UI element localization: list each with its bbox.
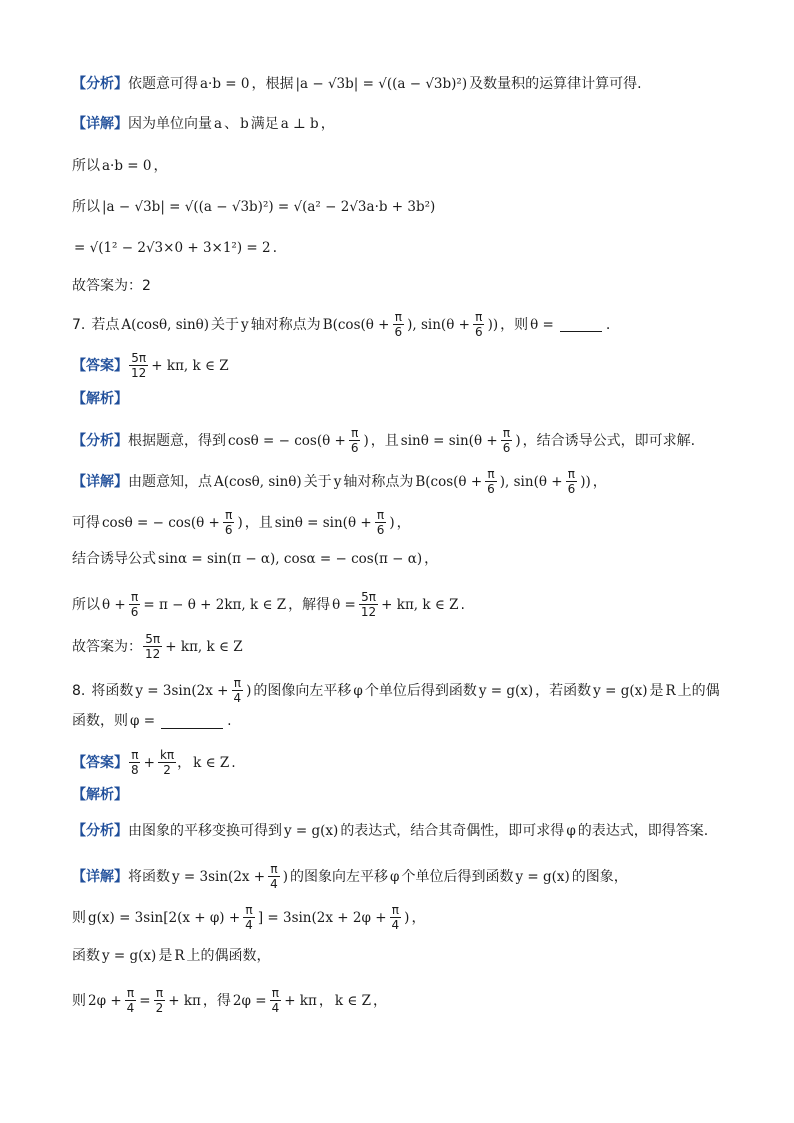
formula: b <box>240 116 249 132</box>
analysis-line-q8 <box>72 821 708 841</box>
text: ，根据 <box>251 76 294 92</box>
step-line <box>72 238 277 258</box>
formula: |a − √3b| = √((a − √3b)²) <box>295 76 468 92</box>
text: 的图像向左平移 <box>253 682 352 699</box>
text: ， <box>373 992 387 1009</box>
formula: y = g(x) <box>284 823 339 839</box>
analysis-line-q7 <box>72 426 695 455</box>
denominator: 6 <box>502 441 511 455</box>
question-number: 7. <box>72 316 86 333</box>
formula: |a − √3b| = √((a − √3b)²) = √(a² − 2√3a·b + 3b²) <box>102 199 436 215</box>
formula: ) <box>246 682 252 699</box>
text: 所以 <box>72 596 100 613</box>
formula: k ∈ Z <box>193 754 230 771</box>
formula: = π − θ + 2kπ, k ∈ Z <box>143 596 287 613</box>
denominator: 4 <box>271 1001 280 1015</box>
text: 上的偶函数， <box>186 948 271 964</box>
fraction <box>125 986 137 1015</box>
formula: A(cosθ, sinθ) <box>121 316 210 333</box>
formula: ) <box>515 432 521 449</box>
formula: R <box>174 948 185 964</box>
answer-line-q7-final <box>72 632 245 661</box>
text: 则 <box>72 909 86 926</box>
denominator: 4 <box>270 877 278 891</box>
text: ，若函数 <box>535 682 592 699</box>
formula: 2φ = <box>232 992 267 1009</box>
text: 个单位后得到函数 <box>401 868 514 885</box>
numerator: π <box>475 310 483 324</box>
text: 若点 <box>91 316 120 333</box>
fraction <box>268 862 280 891</box>
fraction <box>393 310 405 339</box>
numerator: 5π <box>131 351 147 365</box>
step-line <box>72 590 465 619</box>
formula: θ = <box>530 316 554 333</box>
denominator: 6 <box>350 441 359 455</box>
denominator: 12 <box>145 647 161 661</box>
numerator: π <box>270 862 278 876</box>
step-line <box>72 986 387 1015</box>
formula: sinθ = sin(θ + <box>274 514 372 531</box>
detail-line-q7 <box>72 467 607 496</box>
fraction <box>158 748 176 777</box>
formula: sinθ = sin(θ + <box>400 432 498 449</box>
formula: y = g(x) <box>593 682 648 699</box>
text: 的表达式，即得答案. <box>577 823 709 839</box>
formula: θ = <box>332 596 356 613</box>
text: 关于 <box>211 316 240 333</box>
formula: y = 3sin(2x + <box>172 868 266 885</box>
formula: + kπ <box>168 992 201 1009</box>
fraction <box>231 676 243 705</box>
formula: R <box>665 682 676 699</box>
numerator: π <box>130 590 139 604</box>
formula: φ <box>566 823 576 839</box>
text: . <box>605 316 611 333</box>
text: 由图象的平移变换可得到 <box>128 823 282 839</box>
answer-blank <box>161 714 223 729</box>
formula: B(cos(θ + <box>322 316 390 333</box>
denominator: 6 <box>130 605 139 619</box>
numerator: 5π <box>145 632 161 646</box>
numerator: π <box>131 748 139 762</box>
answer-tag: 【答案】 <box>72 754 128 771</box>
formula: + kπ, k ∈ Z <box>151 357 229 374</box>
text: ，结合诱导公式，即可求解. <box>522 432 696 449</box>
answer-tag: 【答案】 <box>72 357 128 374</box>
text: ， <box>424 551 439 567</box>
text: 所以 <box>72 158 100 174</box>
denominator: 2 <box>155 1001 164 1015</box>
numerator: π <box>376 508 385 522</box>
fraction <box>501 426 513 455</box>
text: 的图象， <box>571 868 628 885</box>
formula: y = g(x) <box>515 868 570 885</box>
question-8 <box>72 676 720 705</box>
formula: φ <box>353 682 363 699</box>
text: 轴对称点为 <box>343 473 414 490</box>
formula: ] = 3sin(2x + 2φ + <box>257 909 387 926</box>
detail-tag: 【详解】 <box>72 473 128 490</box>
jiexi-tag: 【解析】 <box>72 787 128 803</box>
numerator: kπ <box>159 748 175 762</box>
step-line <box>72 197 437 217</box>
text: ， <box>396 514 411 531</box>
fraction <box>375 508 387 537</box>
detail-tag: 【详解】 <box>72 116 128 132</box>
numerator: π <box>351 426 359 440</box>
text: . <box>272 240 278 256</box>
text: ， <box>177 754 192 771</box>
text: ，则 <box>500 316 529 333</box>
numerator: π <box>502 426 511 440</box>
denominator: 2 <box>163 763 171 777</box>
formula: )) <box>580 473 591 490</box>
question-7 <box>72 310 610 339</box>
question-number: 8. <box>72 682 86 699</box>
denominator: 4 <box>245 918 253 932</box>
step-line <box>72 946 270 966</box>
formula: + kπ, k ∈ Z <box>165 638 243 655</box>
fraction <box>243 903 255 932</box>
formula: a·b = 0 <box>200 76 250 92</box>
numerator: π <box>271 986 279 1000</box>
fraction <box>129 351 148 380</box>
text: 关于 <box>303 473 332 490</box>
denominator: 4 <box>126 1001 135 1015</box>
text: 个单位后得到函数 <box>364 682 477 699</box>
denominator: 4 <box>233 691 242 705</box>
text: . <box>460 596 465 613</box>
text: . <box>227 713 232 729</box>
analysis-line-q6 <box>72 74 642 94</box>
formula: k ∈ Z <box>334 992 371 1009</box>
numerator: π <box>126 986 135 1000</box>
formula: + kπ, k ∈ Z <box>381 596 459 613</box>
formula: θ + <box>102 596 126 613</box>
denominator: 6 <box>224 523 233 537</box>
text: ，且 <box>244 514 273 531</box>
text: . <box>231 754 236 771</box>
formula: ) <box>404 909 410 926</box>
text: 结合诱导公式 <box>72 551 156 567</box>
jiexi-line-q8 <box>72 785 128 805</box>
detail-tag: 【详解】 <box>72 868 128 885</box>
text: ，且 <box>370 432 399 449</box>
text: 因为单位向量 <box>128 116 212 132</box>
formula: = √(1² − 2√3×0 + 3×1²) = 2 <box>74 240 271 256</box>
formula: cosθ = − cos(θ + <box>228 432 346 449</box>
text: 的表达式，结合其奇偶性，即可求得 <box>340 823 565 839</box>
formula: φ <box>390 868 400 885</box>
formula: ), sin(θ + <box>499 473 563 490</box>
detail-line-q8 <box>72 862 628 891</box>
jiexi-line-q7 <box>72 389 128 409</box>
fraction <box>143 632 162 661</box>
formula: cosθ = − cos(θ + <box>102 514 220 531</box>
fraction <box>129 590 141 619</box>
answer-line-q7 <box>72 351 231 380</box>
denominator: 12 <box>131 366 147 380</box>
text: 是 <box>158 948 173 964</box>
denominator: 4 <box>391 918 400 932</box>
formula: φ = <box>130 713 156 729</box>
numerator: 5π <box>361 590 376 604</box>
step-line <box>72 156 167 176</box>
text: ， <box>411 909 426 926</box>
formula: ) <box>389 514 395 531</box>
text: 故答案为：2 <box>72 278 151 294</box>
formula: a ⊥ b <box>280 116 319 132</box>
text: 函数，则 <box>72 713 128 729</box>
denominator: 6 <box>487 482 495 496</box>
formula: ) <box>282 868 289 885</box>
formula: g(x) = 3sin[2(x + φ) + <box>88 909 241 926</box>
formula: 2φ + <box>88 992 122 1009</box>
denominator: 12 <box>360 605 377 619</box>
text: 函数 <box>72 948 100 964</box>
fraction <box>270 986 282 1015</box>
fraction <box>485 467 497 496</box>
question-8-cont <box>72 711 232 731</box>
text: ， <box>318 992 333 1009</box>
fraction <box>359 590 378 619</box>
step-line <box>72 549 438 569</box>
text: ， <box>320 116 335 132</box>
formula: sinα = sin(π − α), cosα = − cos(π − α) <box>158 551 423 567</box>
denominator: 8 <box>131 763 139 777</box>
numerator: π <box>233 676 241 690</box>
denominator: 6 <box>474 325 483 339</box>
text: 满足 <box>250 116 279 132</box>
formula: = <box>139 992 151 1009</box>
numerator: π <box>245 903 253 917</box>
formula: + kπ <box>284 992 317 1009</box>
formula: y <box>333 473 342 490</box>
denominator: 6 <box>376 523 385 537</box>
formula: y = g(x) <box>102 948 157 964</box>
formula: ), sin(θ + <box>407 316 470 333</box>
text: ， <box>592 473 607 490</box>
fraction <box>566 467 578 496</box>
text: 依题意可得 <box>128 76 198 92</box>
fraction <box>349 426 361 455</box>
text: 将函数 <box>91 682 134 699</box>
numerator: π <box>394 310 402 324</box>
text: 是 <box>649 682 664 699</box>
formula: a <box>214 116 223 132</box>
analysis-tag: 【分析】 <box>72 432 128 449</box>
jiexi-tag: 【解析】 <box>72 391 128 407</box>
text: 、 <box>224 116 239 132</box>
formula: B(cos(θ + <box>415 473 483 490</box>
answer-line-q6 <box>72 276 151 296</box>
detail-line-q6 <box>72 114 335 134</box>
text: 将函数 <box>128 868 170 885</box>
text: ，解得 <box>288 596 331 613</box>
formula: ) <box>363 432 369 449</box>
numerator: π <box>391 903 399 917</box>
fraction <box>390 903 402 932</box>
step-line <box>72 508 411 537</box>
analysis-tag: 【分析】 <box>72 823 128 839</box>
text: 及数量积的运算律计算可得. <box>469 76 642 92</box>
text: 可得 <box>72 514 100 531</box>
text: ，得 <box>202 992 231 1009</box>
numerator: π <box>225 508 233 522</box>
fraction <box>154 986 166 1015</box>
formula: ) <box>237 514 243 531</box>
numerator: π <box>487 467 495 481</box>
text: ， <box>153 158 168 174</box>
text: 根据题意，得到 <box>128 432 226 449</box>
text: 所以 <box>72 199 100 215</box>
text: 的图象向左平移 <box>290 868 389 885</box>
text: 故答案为： <box>72 638 142 655</box>
formula: A(cosθ, sinθ) <box>214 473 302 490</box>
denominator: 6 <box>394 325 403 339</box>
text: 由题意知，点 <box>128 473 212 490</box>
answer-line-q8 <box>72 748 236 777</box>
text: 上的偶 <box>677 682 720 699</box>
numerator: π <box>567 467 576 481</box>
text: 轴对称点为 <box>250 316 321 333</box>
formula: a·b = 0 <box>102 158 152 174</box>
text: 则 <box>72 992 86 1009</box>
analysis-tag: 【分析】 <box>72 76 128 92</box>
step-line <box>72 903 425 932</box>
answer-blank <box>560 317 602 332</box>
fraction <box>129 748 141 777</box>
formula: y <box>241 316 249 333</box>
numerator: π <box>155 986 164 1000</box>
denominator: 6 <box>567 482 576 496</box>
formula: y = 3sin(2x + <box>135 682 229 699</box>
formula: y = g(x) <box>478 682 534 699</box>
fraction <box>223 508 235 537</box>
fraction <box>473 310 485 339</box>
formula: + <box>143 754 155 771</box>
formula: )) <box>487 316 499 333</box>
